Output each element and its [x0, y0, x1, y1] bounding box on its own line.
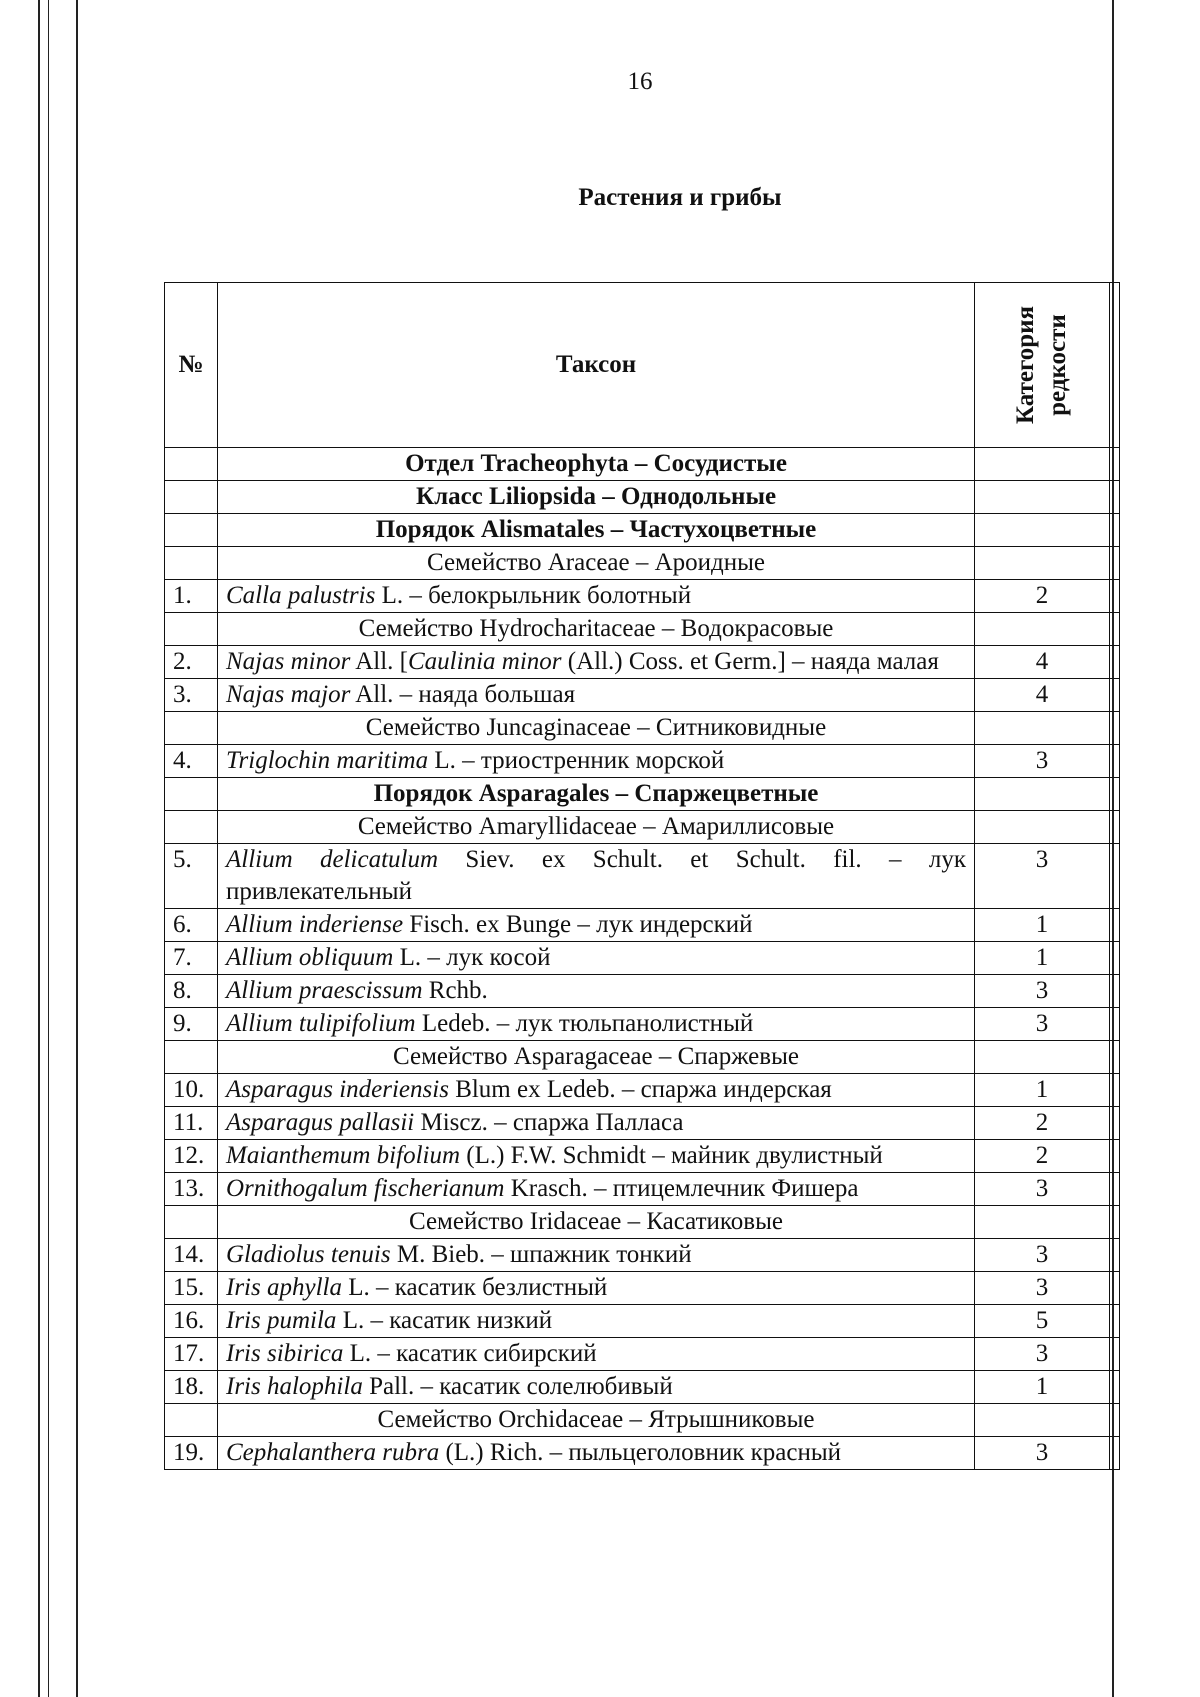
extra-column-cell — [1110, 547, 1120, 580]
taxon-cell — [218, 580, 975, 613]
section-heading: Порядок Asparagales – Спаржецветные — [218, 778, 975, 811]
taxon-description: L. – триостренник морской — [428, 747, 725, 774]
row-number: 15. — [165, 1272, 218, 1305]
row-category: 3 — [975, 1437, 1110, 1470]
section-heading: Семейство Juncaginaceae – Ситниковидные — [218, 712, 975, 745]
header-category-label — [1010, 306, 1074, 424]
taxon-latin-name: Maianthemum bifolium — [226, 1142, 461, 1169]
taxon-cell — [218, 679, 975, 712]
row-category: 1 — [975, 1074, 1110, 1107]
taxon-description: Siev. ex Schult. et Schult. fil. – лук привлекательный — [226, 846, 966, 905]
table-section-row — [165, 514, 1120, 547]
taxon-description: M. Bieb. – шпажник тонкий — [390, 1241, 692, 1268]
row-number — [165, 613, 218, 646]
row-number: 18. — [165, 1371, 218, 1404]
table-section-row — [165, 1404, 1120, 1437]
table-row — [165, 1272, 1120, 1305]
row-category — [975, 514, 1110, 547]
row-category: 4 — [975, 646, 1110, 679]
taxa-table — [164, 282, 1120, 1470]
section-heading: Семейство Amaryllidaceae – Амариллисовые — [218, 811, 975, 844]
taxon-cell — [218, 745, 975, 778]
extra-column-cell — [1110, 712, 1120, 745]
table-row — [165, 1107, 1120, 1140]
row-number: 8. — [165, 975, 218, 1008]
table-row — [165, 909, 1120, 942]
header-category-line2: редкости — [1044, 314, 1072, 416]
taxon-latin-name: Calla palustris — [226, 582, 376, 609]
row-number: 17. — [165, 1338, 218, 1371]
extra-column-cell — [1110, 1107, 1120, 1140]
taxon-cell — [218, 1437, 975, 1470]
row-category: 3 — [975, 975, 1110, 1008]
table-section-row — [165, 481, 1120, 514]
extra-column-cell — [1110, 283, 1120, 448]
table-section-row — [165, 448, 1120, 481]
extra-column-cell — [1110, 942, 1120, 975]
taxon-description: Rchb. — [422, 977, 488, 1004]
table-row — [165, 1305, 1120, 1338]
extra-column-cell — [1110, 811, 1120, 844]
taxon-description: Krasch. – птицемлечник Фишера — [504, 1175, 859, 1202]
table-row — [165, 975, 1120, 1008]
table-header-row — [165, 283, 1120, 448]
taxon-latin-name: Allium tulipifolium — [226, 1010, 416, 1037]
row-category: 2 — [975, 1140, 1110, 1173]
extra-column-cell — [1110, 1404, 1120, 1437]
extra-column-cell — [1110, 1305, 1120, 1338]
row-category: 3 — [975, 1008, 1110, 1041]
row-number: 16. — [165, 1305, 218, 1338]
taxon-latin-name: Iris aphylla — [226, 1274, 342, 1301]
row-number: 1. — [165, 580, 218, 613]
table-row — [165, 1338, 1120, 1371]
scan-edge-line — [48, 0, 49, 1697]
row-number: 4. — [165, 745, 218, 778]
extra-column-cell — [1110, 481, 1120, 514]
row-number — [165, 811, 218, 844]
extra-column-cell — [1110, 1239, 1120, 1272]
row-category — [975, 811, 1110, 844]
row-number: 6. — [165, 909, 218, 942]
taxon-description: L. – касатик низкий — [336, 1307, 553, 1334]
taxon-description: Ledeb. – лук тюльпанолистный — [415, 1010, 754, 1037]
row-category — [975, 712, 1110, 745]
taxon-description: Blum ex Ledeb. – спаржа индерская — [448, 1076, 832, 1103]
table-row — [165, 1173, 1120, 1206]
extra-column-cell — [1110, 1371, 1120, 1404]
table-section-row — [165, 1206, 1120, 1239]
table-section-row — [165, 1041, 1120, 1074]
taxon-latin-name: Triglochin maritima — [226, 747, 429, 774]
taxon-description: L. – белокрыльник болотный — [375, 582, 692, 609]
extra-column-cell — [1110, 1437, 1120, 1470]
row-number: 2. — [165, 646, 218, 679]
row-number: 13. — [165, 1173, 218, 1206]
extra-column-cell — [1110, 844, 1120, 909]
scan-edge-line — [76, 0, 78, 1697]
table-section-row — [165, 811, 1120, 844]
row-category: 4 — [975, 679, 1110, 712]
table-section-row — [165, 613, 1120, 646]
row-number — [165, 712, 218, 745]
table-row — [165, 580, 1120, 613]
section-heading: Отдел Tracheophyta – Сосудистые — [218, 448, 975, 481]
taxon-latin-name: Allium praescissum — [226, 977, 423, 1004]
extra-column-cell — [1110, 1173, 1120, 1206]
extra-column-cell — [1110, 975, 1120, 1008]
table-row — [165, 679, 1120, 712]
extra-column-cell — [1110, 514, 1120, 547]
taxon-cell — [218, 1305, 975, 1338]
taxon-description: Pall. – касатик солелюбивый — [362, 1373, 673, 1400]
taxon-description: Miscz. – спаржа Палласа — [414, 1109, 684, 1136]
row-category — [975, 778, 1110, 811]
table-row — [165, 1074, 1120, 1107]
taxon-latin-name: Najas minor — [226, 648, 351, 675]
row-number — [165, 778, 218, 811]
extra-column-cell — [1110, 613, 1120, 646]
row-number — [165, 481, 218, 514]
taxon-cell — [218, 909, 975, 942]
extra-column-cell — [1110, 1140, 1120, 1173]
table-row — [165, 1371, 1120, 1404]
table-row — [165, 844, 1120, 909]
taxon-description: Fisch. ex Bunge – лук индерский — [403, 911, 753, 938]
row-number — [165, 514, 218, 547]
taxon-cell — [218, 942, 975, 975]
row-category — [975, 481, 1110, 514]
taxon-cell — [218, 844, 975, 909]
extra-column-cell — [1110, 679, 1120, 712]
taxon-description: L. – касатик сибирский — [343, 1340, 597, 1367]
section-heading: Семейство Araceae – Ароидные — [218, 547, 975, 580]
taxon-latin-name: Najas major — [226, 681, 351, 708]
taxon-latin-name: Asparagus pallasii — [226, 1109, 415, 1136]
taxon-cell — [218, 1140, 975, 1173]
header-category-line1: Категория — [1012, 305, 1040, 425]
extra-column-cell — [1110, 1041, 1120, 1074]
taxon-cell — [218, 1239, 975, 1272]
row-number — [165, 1041, 218, 1074]
taxon-cell — [218, 1008, 975, 1041]
taxon-latin-name: Allium delicatulum — [226, 846, 439, 873]
section-heading: Порядок Alismatales – Частухоцветные — [218, 514, 975, 547]
row-category: 3 — [975, 1239, 1110, 1272]
row-category — [975, 1206, 1110, 1239]
row-number: 5. — [165, 844, 218, 909]
row-category — [975, 1041, 1110, 1074]
row-number: 12. — [165, 1140, 218, 1173]
taxon-cell — [218, 1107, 975, 1140]
extra-column-cell — [1110, 1206, 1120, 1239]
row-number: 14. — [165, 1239, 218, 1272]
taxon-synonym-name: Caulinia minor — [408, 648, 562, 675]
row-category: 3 — [975, 1173, 1110, 1206]
row-number: 10. — [165, 1074, 218, 1107]
extra-column-cell — [1110, 1008, 1120, 1041]
table-section-row — [165, 547, 1120, 580]
row-number — [165, 547, 218, 580]
taxon-cell — [218, 975, 975, 1008]
row-number — [165, 448, 218, 481]
row-category — [975, 613, 1110, 646]
taxon-description: All. [ — [350, 648, 408, 675]
taxon-latin-name: Allium obliquum — [226, 944, 394, 971]
taxon-latin-name: Asparagus inderiensis — [226, 1076, 449, 1103]
extra-column-cell — [1110, 1074, 1120, 1107]
extra-column-cell — [1110, 745, 1120, 778]
header-number: № — [165, 283, 218, 448]
taxon-latin-name: Gladiolus tenuis — [226, 1241, 391, 1268]
page-title: Растения и грибы — [578, 184, 782, 211]
row-category: 3 — [975, 1338, 1110, 1371]
taxon-latin-name: Iris halophila — [226, 1373, 363, 1400]
taxon-description: L. – касатик безлистный — [341, 1274, 608, 1301]
taxon-description: All. – наяда большая — [350, 681, 576, 708]
taxon-description: (L.) Rich. – пыльцеголовник красный — [439, 1439, 841, 1466]
taxon-latin-name: Iris sibirica — [226, 1340, 344, 1367]
extra-column-cell — [1110, 646, 1120, 679]
row-category: 1 — [975, 942, 1110, 975]
page-number: 16 — [627, 68, 653, 95]
scan-edge-line — [38, 0, 40, 1697]
taxon-description: L. – лук косой — [393, 944, 551, 971]
row-category: 3 — [975, 844, 1110, 909]
row-number — [165, 1206, 218, 1239]
row-number — [165, 1404, 218, 1437]
taxon-latin-name: Iris pumila — [226, 1307, 337, 1334]
taxon-cell — [218, 646, 975, 679]
row-number: 11. — [165, 1107, 218, 1140]
row-number: 19. — [165, 1437, 218, 1470]
row-category: 3 — [975, 745, 1110, 778]
section-heading: Семейство Orchidaceae – Ятрышниковые — [218, 1404, 975, 1437]
table-section-row — [165, 778, 1120, 811]
row-category — [975, 547, 1110, 580]
row-number: 3. — [165, 679, 218, 712]
extra-column-cell — [1110, 778, 1120, 811]
extra-column-cell — [1110, 909, 1120, 942]
section-heading: Семейство Hydrocharitaceae – Водокрасовые — [218, 613, 975, 646]
row-category — [975, 1404, 1110, 1437]
header-taxon: Таксон — [218, 283, 975, 448]
taxon-latin-name: Allium inderiense — [226, 911, 404, 938]
taxon-latin-name: Ornithogalum fischerianum — [226, 1175, 505, 1202]
row-category: 5 — [975, 1305, 1110, 1338]
row-number: 7. — [165, 942, 218, 975]
taxon-latin-name: Cephalanthera rubra — [226, 1439, 440, 1466]
table-row — [165, 942, 1120, 975]
table-row — [165, 1437, 1120, 1470]
header-category — [975, 283, 1110, 448]
taxon-cell — [218, 1074, 975, 1107]
row-category: 3 — [975, 1272, 1110, 1305]
taxon-description: (L.) F.W. Schmidt – майник двулистный — [460, 1142, 883, 1169]
extra-column-cell — [1110, 1272, 1120, 1305]
table-row — [165, 646, 1120, 679]
row-category: 1 — [975, 909, 1110, 942]
taxon-cell — [218, 1338, 975, 1371]
row-number: 9. — [165, 1008, 218, 1041]
extra-column-cell — [1110, 1338, 1120, 1371]
table-row — [165, 1140, 1120, 1173]
table-row — [165, 1239, 1120, 1272]
section-heading: Семейство Asparagaceae – Спаржевые — [218, 1041, 975, 1074]
taxon-description-cont: (All.) Coss. et Germ.] – наяда малая — [561, 648, 939, 675]
section-heading: Семейство Iridaceae – Касатиковые — [218, 1206, 975, 1239]
row-category: 2 — [975, 580, 1110, 613]
section-heading: Класс Liliopsida – Однодольные — [218, 481, 975, 514]
extra-column-cell — [1110, 448, 1120, 481]
row-category — [975, 448, 1110, 481]
row-category: 2 — [975, 1107, 1110, 1140]
table-section-row — [165, 712, 1120, 745]
table-row — [165, 745, 1120, 778]
table-body — [165, 448, 1120, 1470]
extra-column-cell — [1110, 580, 1120, 613]
taxon-cell — [218, 1173, 975, 1206]
taxon-cell — [218, 1272, 975, 1305]
table-row — [165, 1008, 1120, 1041]
row-category: 1 — [975, 1371, 1110, 1404]
taxon-cell — [218, 1371, 975, 1404]
